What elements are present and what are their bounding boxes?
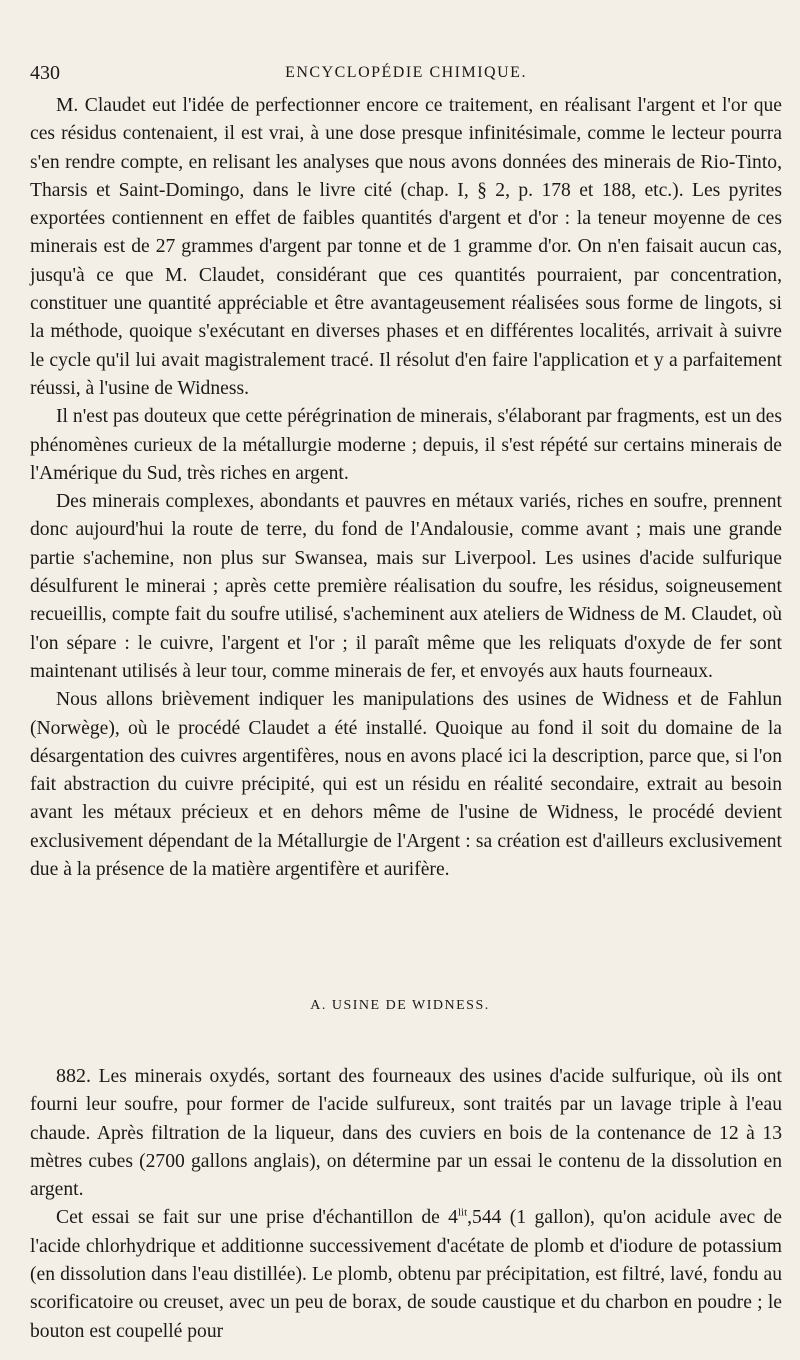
numbered-paragraph: [30, 1062, 782, 1204]
section-heading: A. USINE DE WIDNESS.: [310, 998, 490, 1013]
paragraph: M. Claudet eut l'idée de perfectionner encore ce traitement, en réalisant l'argent et l'or que ces résidus contenaient, il est vrai, à une dose presque infinitésimale, comme le lecteur pourra s'en rendre compte, en relisant les analyses que nous avons données des minerais de Rio-Tinto, Tharsis et Saint-Domingo, dans le livre cité (chap. I, § 2, p. 178 et 188, etc.). Les pyrites exportées contiennent en effet de faibles quantités d'argent et d'or : la teneur moyenne de ces minerais est de 27 grammes d'argent par tonne et de 1 gramme d'or. On n'en faisait aucun cas, jusqu'à ce que M. Claudet, considérant que ces quantités pourraient, par concentration, constituer une quantité appréciable et être avantageusement réalisées sous forme de lingots, si la méthode, quoique s'exécutant en diverses phases et en différentes localités, arrivait à suivre le cycle qu'il lui avait magistralement tracé. Il résolut d'en faire l'application et y a parfaitement réussi, à l'usine de Widness.: [30, 95, 782, 399]
paragraph: Nous allons brièvement indiquer les manipulations des usines de Widness et de Fahlun (Norwège), où le procédé Claudet a été installé. Quoique au fond il soit du domaine de la désargentation des cuivres argentifères, nous en avons placé ici la description, parce que, si l'on fait abstraction du cuivre précipité, qui est un résidu en réalité secondaire, extrait au besoin avant les métaux précieux et en dehors même de l'usine de Widness, le procédé devient exclusivement dépendant de la Métallurgie de l'Argent : sa création est d'ailleurs exclusivement due à la présence de la matière argentifère et aurifère.: [30, 689, 782, 881]
body-text: [30, 92, 782, 884]
paragraph: [30, 1204, 782, 1345]
running-title: ENCYCLOPÉDIE CHIMIQUE.: [285, 64, 527, 81]
page-header: [26, 58, 786, 88]
paragraph-text: Cet essai se fait sur une prise d'échantillon de 4: [56, 1207, 458, 1229]
paragraph: Des minerais complexes, abondants et pauvres en métaux variés, riches en soufre, prennent donc aujourd'hui la route de terre, du fond de l'Andalousie, comme avant ; mais une grande partie s'achemine, non plus sur Swansea, mais sur Liverpool. Les usines d'acide sulfurique désulfurent le minerai ; après cette première réalisation du soufre, les résidus, soigneusement recueillis, compte fait du soufre utilisé, s'acheminent aux ateliers de Widness de M. Claudet, où l'on sépare : le cuivre, l'argent et l'or ; il paraît même que les reliquats d'oxyde de fer sont maintenant utilisés à leur tour, comme minerais de fer, et envoyés aux hauts fourneaux.: [30, 491, 782, 682]
page-number: 430: [30, 62, 60, 84]
paragraph-text: Les minerais oxydés, sortant des fourneaux des usines d'acide sulfurique, où ils ont fourni leur soufre, pour former de l'acide sulfureux, sont traités par un lavage triple à l'eau chaude. Après filtration de la liqueur, dans des cuviers en bois de la contenance de 12 à 13 mètres cubes (2700 gallons anglais), on détermine par un essai le contenu de la dissolution en argent.: [30, 1066, 782, 1201]
paragraph: Il n'est pas douteux que cette pérégrination de minerais, s'élaborant par fragments, est un des phénomènes curieux de la métallurgie moderne ; depuis, il s'est répété sur certains minerais de l'Amérique du Sud, très riches en argent.: [30, 406, 782, 484]
body-text-section: [30, 1062, 782, 1346]
paragraph-number: 882.: [56, 1065, 91, 1087]
unit-superscript: lit: [457, 1206, 468, 1219]
paragraph-text: ,544 (1 gallon), qu'on acidule avec de l'acide chlorhydrique et additionne successivement d'acétate de plomb et d'iodure de potassium (en dissolution dans l'eau distillée). Le plomb, obtenu par précipitation, est filtré, lavé, fondu au scorificatoire ou creuset, avec un peu de borax, de soude caustique et du charbon en poudre ; le bouton est coupellé pour: [30, 1207, 783, 1342]
